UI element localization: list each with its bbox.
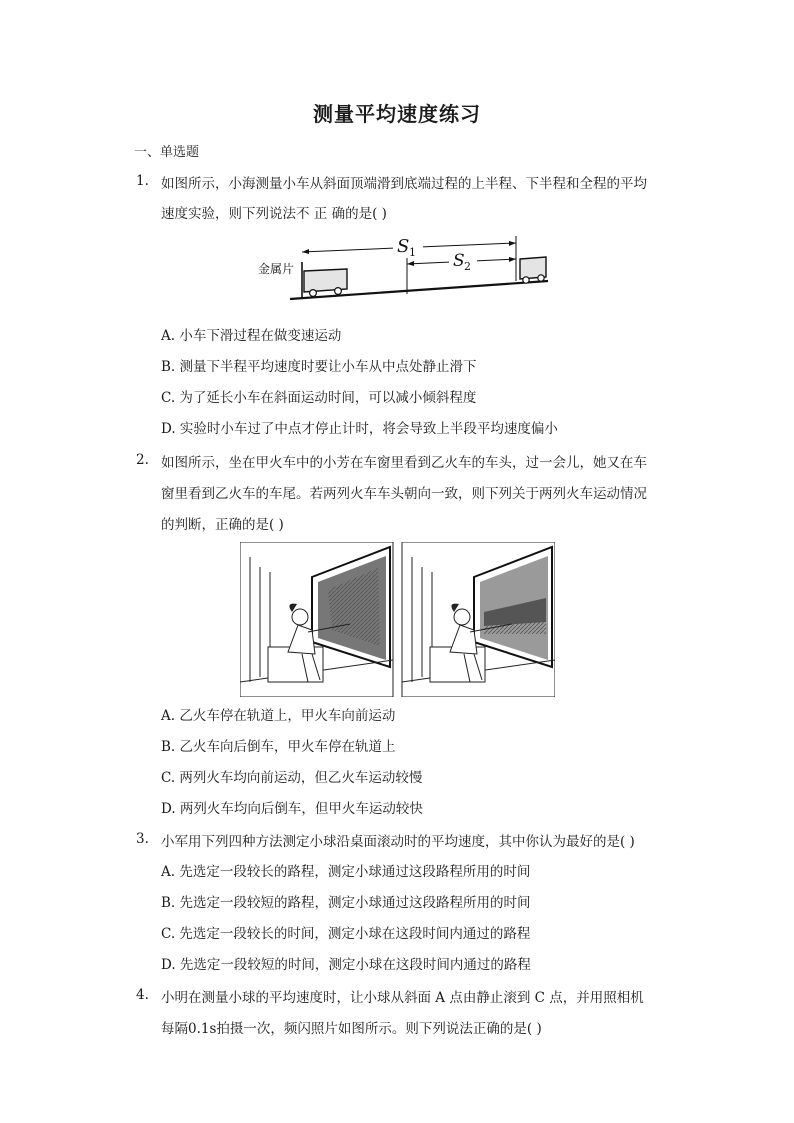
s2-label: S [453, 251, 465, 271]
question-number: 4. [136, 987, 149, 1003]
s1-label: S [397, 236, 410, 257]
cart-right [520, 257, 546, 283]
page-title: 测量平均速度练习 [313, 102, 481, 126]
s2-subscript: 2 [464, 260, 471, 273]
option-c: C. 为了延长小车在斜面运动时间，可以减小倾斜程度 [161, 390, 477, 406]
question-text-line: 小军用下列四种方法测定小球沿桌面滚动时的平均速度，其中你认为最好的是( ) [161, 834, 635, 850]
option-d: D. 先选定一段较短的时间，测定小球在这段时间内通过的路程 [161, 957, 531, 973]
cart-left [304, 269, 347, 296]
question-text-line: 的判断，正确的是( ) [161, 517, 284, 533]
option-b: B. 先选定一段较短的路程，测定小球通过这段路程所用的时间 [161, 895, 531, 911]
train-window-figure [240, 542, 555, 697]
question-text-line: 如图所示，坐在甲火车中的小芳在车窗里看到乙火车的车头，过一会儿，她又在车 [161, 455, 647, 471]
question-text-line: 速度实验，则下列说法不 正 确的是( ) [161, 206, 387, 222]
question-number: 1. [136, 173, 149, 189]
question-text-line: 每隔0.1s拍摄一次，频闪照片如图所示。则下列说法正确的是( ) [161, 1021, 542, 1037]
option-a: A. 乙火车停在轨道上，甲火车向前运动 [161, 708, 396, 724]
option-c: C. 先选定一段较长的时间，测定小球在这段时间内通过的路程 [161, 926, 531, 942]
option-c: C. 两列火车均向前运动，但乙火车运动较慢 [161, 770, 423, 786]
question-number: 3. [136, 831, 149, 847]
section-heading: 一、单选题 [134, 145, 200, 160]
question-text-line: 小明在测量小球的平均速度时，让小球从斜面 A 点由静止滚到 C 点，并用照相机 [161, 990, 644, 1006]
s1-subscript: 1 [409, 246, 416, 259]
option-b: B. 测量下半程平均速度时要让小车从中点处静止滑下 [161, 359, 477, 375]
option-d: D. 两列火车均向后倒车，但甲火车运动较快 [161, 801, 423, 817]
option-b: B. 乙火车向后倒车，甲火车停在轨道上 [161, 739, 396, 755]
metal-plate-label: 金属片 [258, 262, 295, 276]
train-window-panel-left [240, 542, 393, 697]
option-a: A. 小车下滑过程在做变速运动 [161, 328, 342, 344]
train-window-panel-right [402, 542, 555, 697]
incline-cart-figure [250, 228, 552, 306]
option-d: D. 实验时小车过了中点才停止计时，将会导致上半段平均速度偏小 [161, 421, 558, 437]
question-text-line: 窗里看到乙火车的车尾。若两列火车车头朝向一致，则下列关于两列火车运动情况 [161, 486, 647, 502]
question-number: 2. [136, 452, 149, 468]
option-a: A. 先选定一段较长的路程，测定小球通过这段路程所用的时间 [161, 864, 531, 880]
question-text-line: 如图所示，小海测量小车从斜面顶端滑到底端过程的上半程、下半程和全程的平均 [161, 176, 647, 192]
